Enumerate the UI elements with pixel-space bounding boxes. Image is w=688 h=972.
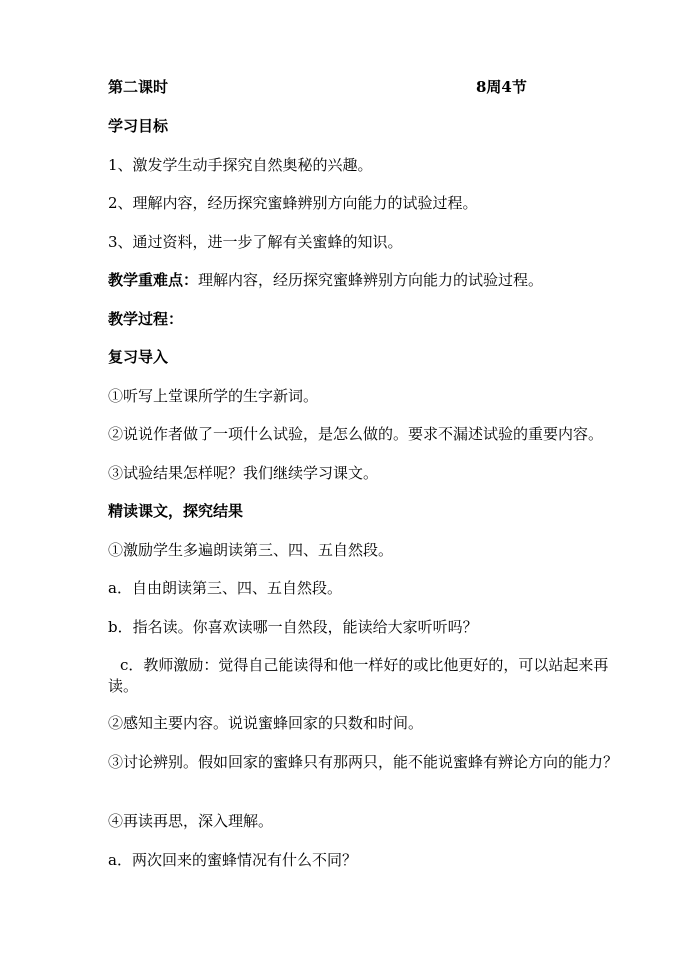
schedule-label: 8周4节 (476, 78, 527, 96)
reading-item-2: ②感知主要内容。说说蜜蜂回家的只数和时间。 (108, 714, 424, 732)
review-item-2: ②说说作者做了一项什么试验，是怎么做的。要求不漏述试验的重要内容。 (108, 425, 604, 443)
process-heading: 教学过程： (108, 310, 184, 328)
review-heading: 复习导入 (108, 348, 169, 366)
reading-item-4: ④再读再思，深入理解。 (108, 812, 274, 830)
lesson-title: 第二课时 (108, 78, 169, 96)
review-item-3: ③试验结果怎样呢？我们继续学习课文。 (108, 464, 379, 482)
reading-item-1: ①激励学生多遍朗读第三、四、五自然段。 (108, 541, 394, 559)
reading-item-4a: a．两次回来的蜜蜂情况有什么不同？ (108, 851, 357, 869)
goal-item-1: 1、激发学生动手探究自然奥秘的兴趣。 (108, 156, 373, 174)
reading-item-3: ③讨论辨别。假如回家的蜜蜂只有那两只，能不能说蜜蜂有辨论方向的能力？ (108, 753, 619, 771)
keypoints-text: 理解内容，经历探究蜜蜂辨别方向能力的试验过程。 (198, 271, 544, 289)
review-item-1: ①听写上堂课所学的生字新词。 (108, 387, 319, 405)
reading-item-a: a．自由朗读第三、四、五自然段。 (108, 579, 342, 597)
keypoints-label: 教学重难点： (108, 271, 199, 289)
keypoints-paragraph (108, 270, 628, 290)
goal-item-2: 2、理解内容，经历探究蜜蜂辨别方向能力的试验过程。 (108, 194, 478, 212)
goal-item-3: 3、通过资料，进一步了解有关蜜蜂的知识。 (108, 233, 403, 251)
reading-item-b: b．指名读。你喜欢读哪一自然段，能读给大家听听吗？ (108, 618, 478, 636)
goals-heading: 学习目标 (108, 117, 169, 135)
reading-item-c: c．教师激励：觉得自己能读得和他一样好的或比他更好的，可以站起来再读。 (108, 656, 609, 695)
reading-heading: 精读课文，探究结果 (108, 502, 244, 520)
